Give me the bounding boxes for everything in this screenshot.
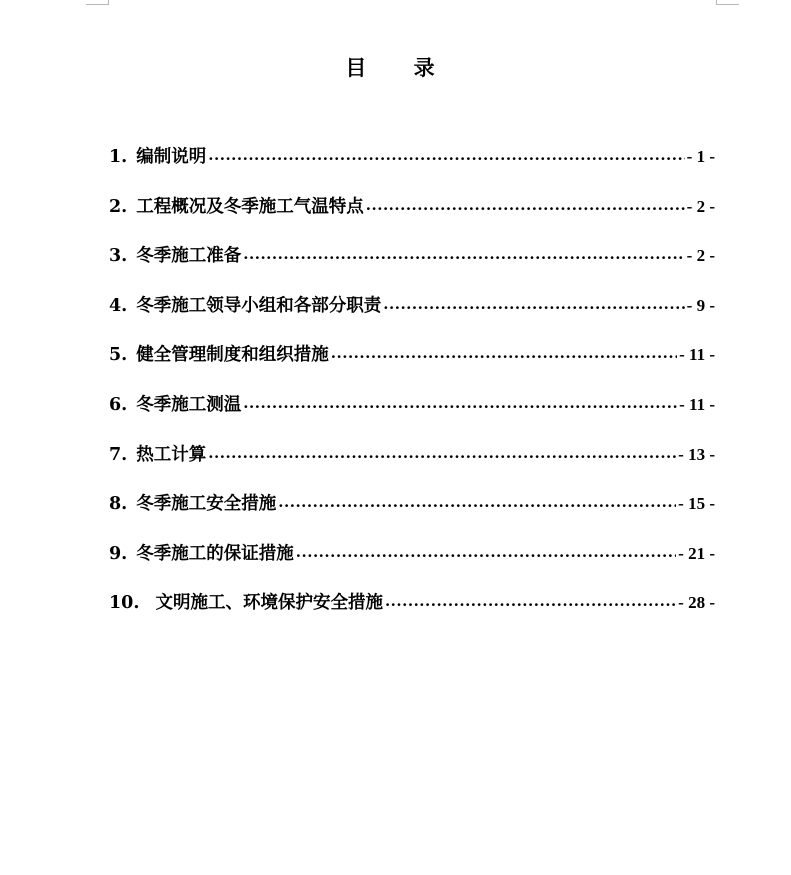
toc-entry-page[interactable]: - 9 - [686, 295, 715, 315]
toc-entry-number: 9. [109, 543, 128, 564]
crop-mark-top-left [86, 0, 109, 5]
toc-entry-title[interactable]: 健全管理制度和组织措施 [136, 345, 329, 366]
table-of-contents [109, 143, 715, 639]
toc-dot-leader [296, 541, 676, 559]
toc-entry-number: 10. [109, 593, 140, 614]
toc-entry[interactable] [109, 341, 715, 391]
toc-entry-number: 6. [109, 394, 128, 415]
toc-entry-page[interactable]: - 21 - [678, 543, 715, 563]
toc-entry-title[interactable]: 工程概况及冬季施工气温特点 [136, 196, 364, 217]
crop-mark-top-right [716, 0, 739, 5]
toc-entry[interactable] [109, 143, 715, 193]
toc-entry-page[interactable]: - 11 - [679, 345, 715, 365]
toc-entry-number: 5. [109, 345, 128, 366]
toc-dot-leader [366, 194, 685, 212]
toc-entry[interactable] [109, 292, 715, 342]
toc-entry-number: 3. [109, 246, 128, 267]
toc-dot-leader [208, 442, 676, 460]
toc-entry-title[interactable]: 冬季施工安全措施 [136, 494, 277, 515]
toc-entry-number: 8. [109, 494, 128, 515]
toc-entry-page[interactable]: - 11 - [679, 394, 715, 414]
toc-entry-page[interactable]: - 28 - [678, 593, 715, 613]
toc-entry[interactable] [109, 193, 715, 243]
toc-entry[interactable] [109, 242, 715, 292]
toc-dot-leader [383, 293, 684, 311]
toc-entry[interactable] [109, 540, 715, 590]
toc-entry-title[interactable]: 冬季施工准备 [136, 246, 242, 267]
toc-dot-leader [385, 591, 676, 609]
toc-entry-title[interactable]: 热工计算 [136, 444, 207, 465]
toc-entry-page[interactable]: - 15 - [678, 494, 715, 514]
toc-entry[interactable] [109, 391, 715, 441]
toc-entry-number: 1. [109, 147, 128, 167]
toc-entry[interactable] [109, 589, 715, 639]
toc-entry-title[interactable]: 文明施工、环境保护安全措施 [155, 593, 383, 614]
toc-dot-leader [278, 492, 676, 510]
toc-entry-page[interactable]: - 2 - [686, 196, 715, 216]
toc-entry-page[interactable]: - 13 - [678, 444, 715, 464]
toc-dot-leader [243, 244, 684, 262]
toc-entry-title[interactable]: 编制说明 [136, 147, 207, 167]
toc-entry-title[interactable]: 冬季施工测温 [136, 394, 242, 415]
toc-entry-number: 2. [109, 196, 128, 217]
toc-dot-leader [243, 392, 677, 410]
toc-entry[interactable] [109, 441, 715, 491]
toc-dot-leader [331, 343, 677, 361]
toc-entry-number: 7. [109, 444, 128, 465]
toc-dot-leader [208, 145, 684, 163]
toc-title: 目 录 [345, 55, 455, 80]
toc-entry-page[interactable]: - 2 - [686, 246, 715, 266]
toc-entry-page[interactable]: - 1 - [686, 147, 715, 166]
toc-entry-title[interactable]: 冬季施工领导小组和各部分职责 [136, 295, 382, 316]
toc-entry-title[interactable]: 冬季施工的保证措施 [136, 543, 294, 564]
toc-entry[interactable] [109, 490, 715, 540]
toc-entry-number: 4. [109, 295, 128, 316]
